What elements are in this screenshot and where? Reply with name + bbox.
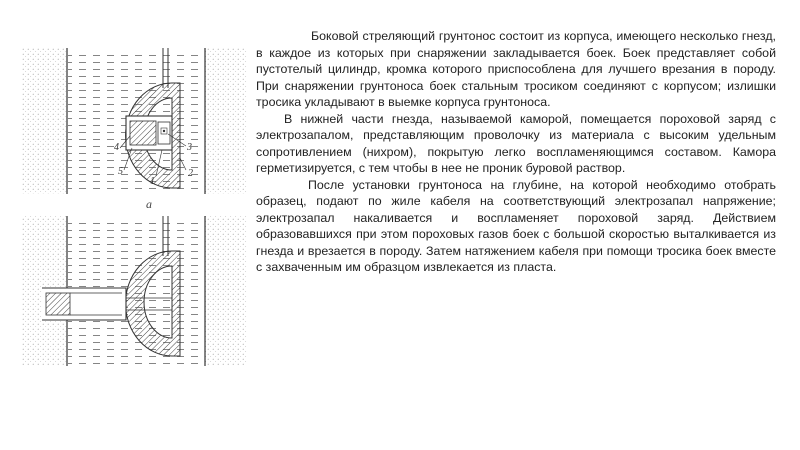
- diagram-a: [22, 48, 247, 194]
- part-label-3: 3: [187, 142, 192, 153]
- paragraph-1: Боковой стреляющий грунтонос состоит из корпуса, имеющего несколько гнезд, в каждое из которых при снаряжении закладывается боек. Боек представляет собой пустотелый цилиндр, кромка которого приспособлена для лучшего врезания в породу. При снаряжении грунтоноса боек стальным тросиком соединяют с корпусом; излишки тросика укладывают в выемке корпуса грунтоноса.: [256, 29, 776, 109]
- rock-formation-left: [22, 48, 67, 194]
- rock-formation-right-b: [205, 216, 247, 366]
- paragraph-3: После установки грунтоноса на глубине, на которой необходимо отобрать образец, подают по жиле кабеля на соответствующий электрозапал напряжение; электрозапал накаливается и воспламеняет пороховой заряд. Действием образовавшихся при этом пороховых газов боек с большой скоростью выталкивается из гнезда и врезается в породу. Затем натяжением кабеля при помощи тросика боек вместе с захваченным им образцом извлекается из пласта.: [256, 177, 776, 274]
- description-text: [256, 28, 776, 276]
- part-label-1: 1: [150, 176, 155, 187]
- sampler-diagram: [22, 38, 247, 373]
- rock-formation-right: [205, 48, 247, 194]
- figure-label-a: а: [146, 197, 152, 211]
- part-label-4: 4: [114, 142, 119, 153]
- part-label-5: 5: [118, 166, 123, 177]
- diagram-b: [22, 216, 247, 366]
- part-label-2: 2: [188, 168, 193, 179]
- paragraph-2: В нижней части гнезда, называемой каморой, помещается пороховой заряд с электрозапалом, представляющим проволочку из материала с высоким удельным сопротивлением (нихром), покрытую легко воспламеняющимся составом. Камора герметизируется, с тем чтобы в нее не проник буровой раствор.: [256, 111, 776, 175]
